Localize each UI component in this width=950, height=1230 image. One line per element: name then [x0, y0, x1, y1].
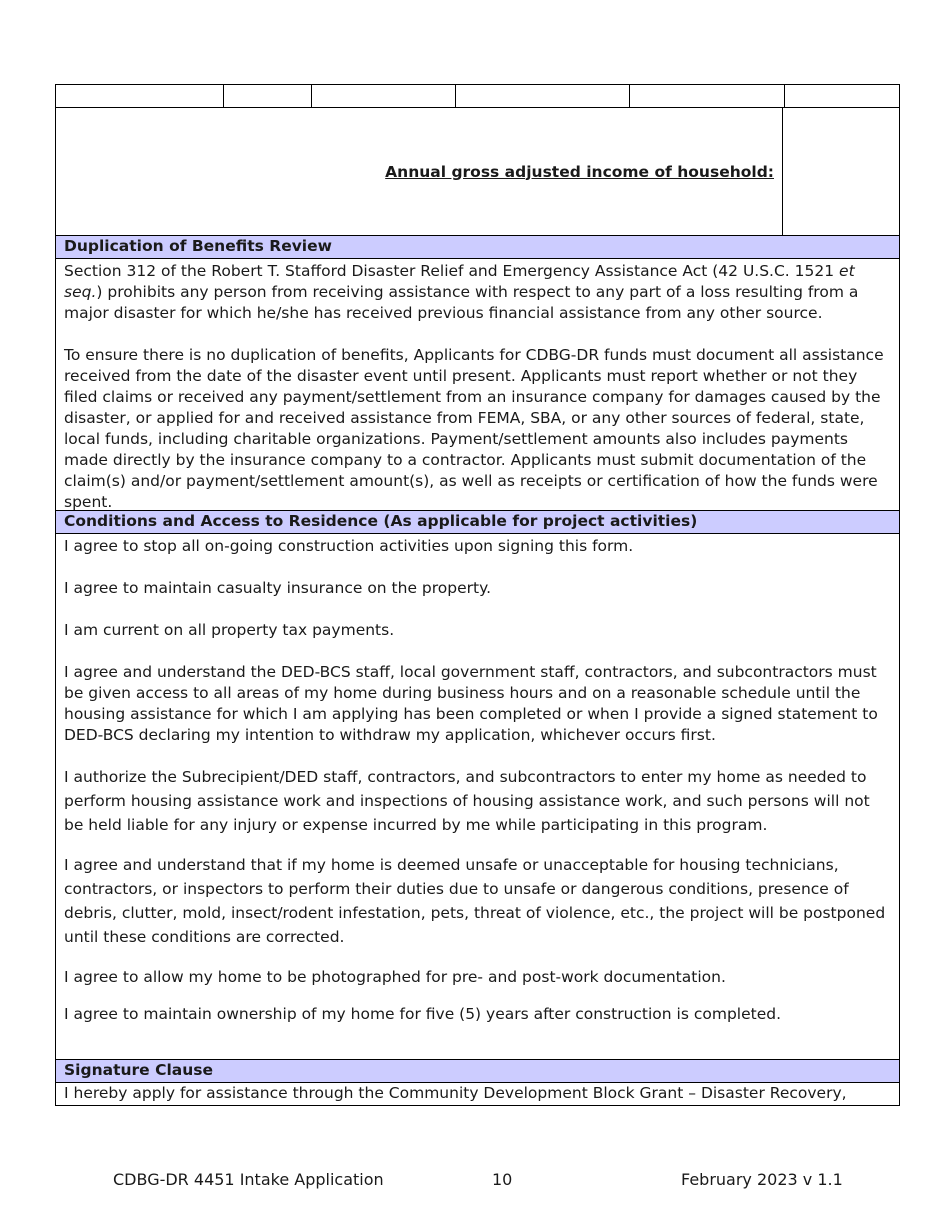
footer-version-date: February 2023 v 1.1 — [681, 1170, 843, 1189]
dob-body — [56, 259, 899, 511]
income-label: Annual gross adjusted income of household: — [56, 108, 783, 235]
footer-document-title: CDBG-DR 4451 Intake Application — [113, 1170, 384, 1189]
condition-item: I agree to allow my home to be photographed for pre- and post-work documentation. — [64, 968, 726, 986]
table-cell — [224, 85, 312, 107]
intake-form-table — [55, 84, 900, 1106]
condition-item: I agree and understand the DED-BCS staff, local government staff, contractors, and subcontractors must be given access to all areas of my home during business hours and on a reasonable schedule until the housing assistance for which I am applying has been completed or when I provide a signed statement to DED-BCS declaring my intention to withdraw my application, whichever occurs first. — [64, 663, 878, 744]
household-members-row — [56, 85, 899, 108]
table-cell — [456, 85, 630, 107]
condition-item: I agree to stop all on-going construction activities upon signing this form. — [64, 537, 634, 555]
footer-page-number: 10 — [492, 1170, 513, 1189]
dob-paragraph-1: Section 312 of the Robert T. Stafford Disaster Relief and Emergency Assistance Act (42 U.S.C. 1521 et seq.) prohibits any person from receiving assistance with respect to any part of a loss resulting from a major disaster for which he/she has received previous financial assistance from any other source. — [64, 262, 859, 322]
income-value-field[interactable] — [783, 108, 899, 235]
page-footer — [0, 1170, 950, 1192]
conditions-heading: Conditions and Access to Residence (As applicable for project activities) — [56, 511, 899, 534]
table-cell — [785, 85, 899, 107]
condition-item: I authorize the Subrecipient/DED staff, contractors, and subcontractors to enter my home as needed to perform housing assistance work and inspections of housing assistance work, and such persons will not be held liable for any injury or expense incurred by me while participating in this program. — [64, 768, 870, 834]
signature-text: I hereby apply for assistance through the Community Development Block Grant – Disaster Recovery, — [64, 1084, 847, 1102]
conditions-body — [56, 534, 899, 1060]
dob-paragraph-2: To ensure there is no duplication of benefits, Applicants for CDBG-DR funds must document all assistance received from the date of the disaster event until present. Applicants must report whether or not they filed claims or received any payment/settlement from an insurance company for damages caused by the disaster, or applied for and received assistance from FEMA, SBA, or any other sources of federal, state, local funds, including charitable organizations. Payment/settlement amounts also includes payments made directly by the insurance company to a contractor. Applicants must submit documentation of the claim(s) and/or payment/settlement amount(s), as well as receipts or certification of how the funds were spent. — [64, 346, 884, 511]
table-cell — [630, 85, 785, 107]
condition-item: I agree to maintain ownership of my home for five (5) years after construction is completed. — [64, 1005, 782, 1023]
signature-heading: Signature Clause — [56, 1060, 899, 1083]
condition-item: I am current on all property tax payments. — [64, 621, 395, 639]
income-row — [56, 108, 899, 236]
condition-item: I agree and understand that if my home is deemed unsafe or unacceptable for housing technicians, contractors, or inspectors to perform their duties due to unsafe or dangerous conditions, presence of debris, clutter, mold, insect/rodent infestation, pets, threat of violence, etc., the project will be postponed until these conditions are corrected. — [64, 856, 886, 946]
table-cell — [312, 85, 456, 107]
table-cell — [56, 85, 224, 107]
condition-item: I agree to maintain casualty insurance on the property. — [64, 579, 491, 597]
dob-heading: Duplication of Benefits Review — [56, 236, 899, 259]
